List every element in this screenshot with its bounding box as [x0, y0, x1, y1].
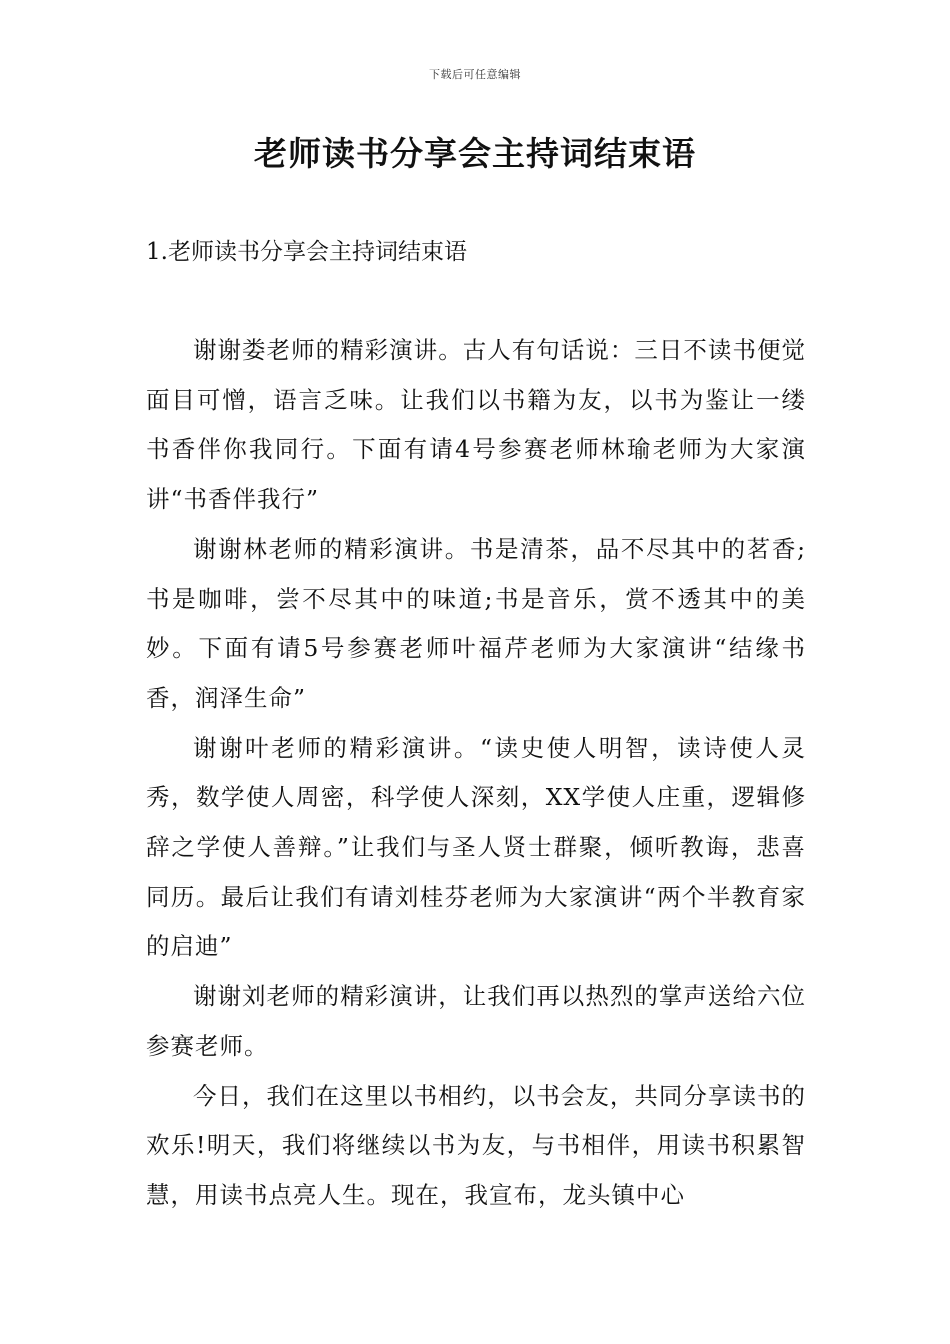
document-body	[146, 326, 806, 1221]
paragraph: 谢谢刘老师的精彩演讲，让我们再以热烈的掌声送给六位参赛老师。	[146, 982, 806, 1060]
document-title: 老师读书分享会主持词结束语	[254, 134, 696, 173]
section-heading: 1.老师读书分享会主持词结束语	[146, 239, 467, 265]
paragraph: 谢谢叶老师的精彩演讲。“读史使人明智，读诗使人灵秀，数学使人周密，科学使人深刻，XX学使人庄重，逻辑修辞之学使人善辩。”让我们与圣人贤士群聚，倾听教诲，悲喜同历。最后让我们有请刘桂芬老师为大家演讲“两个半教育家的启迪”	[146, 733, 806, 961]
header-note: 下载后可任意编辑	[429, 68, 521, 81]
paragraph: 谢谢娄老师的精彩演讲。古人有句话说：三日不读书便觉面目可憎，语言乏味。让我们以书籍为友，以书为鉴让一缕书香伴你我同行。下面有请4号参赛老师林瑜老师为大家演讲“书香伴我行”	[146, 336, 806, 514]
paragraph: 今日，我们在这里以书相约，以书会友，共同分享读书的欢乐!明天，我们将继续以书为友，与书相伴，用读书积累智慧，用读书点亮人生。现在，我宣布，龙头镇中心	[146, 1081, 806, 1209]
paragraph: 谢谢林老师的精彩演讲。书是清茶，品不尽其中的茗香;书是咖啡，尝不尽其中的味道;书是音乐，赏不透其中的美妙。下面有请5号参赛老师叶福芹老师为大家演讲“结缘书香，润泽生命”	[146, 534, 806, 712]
